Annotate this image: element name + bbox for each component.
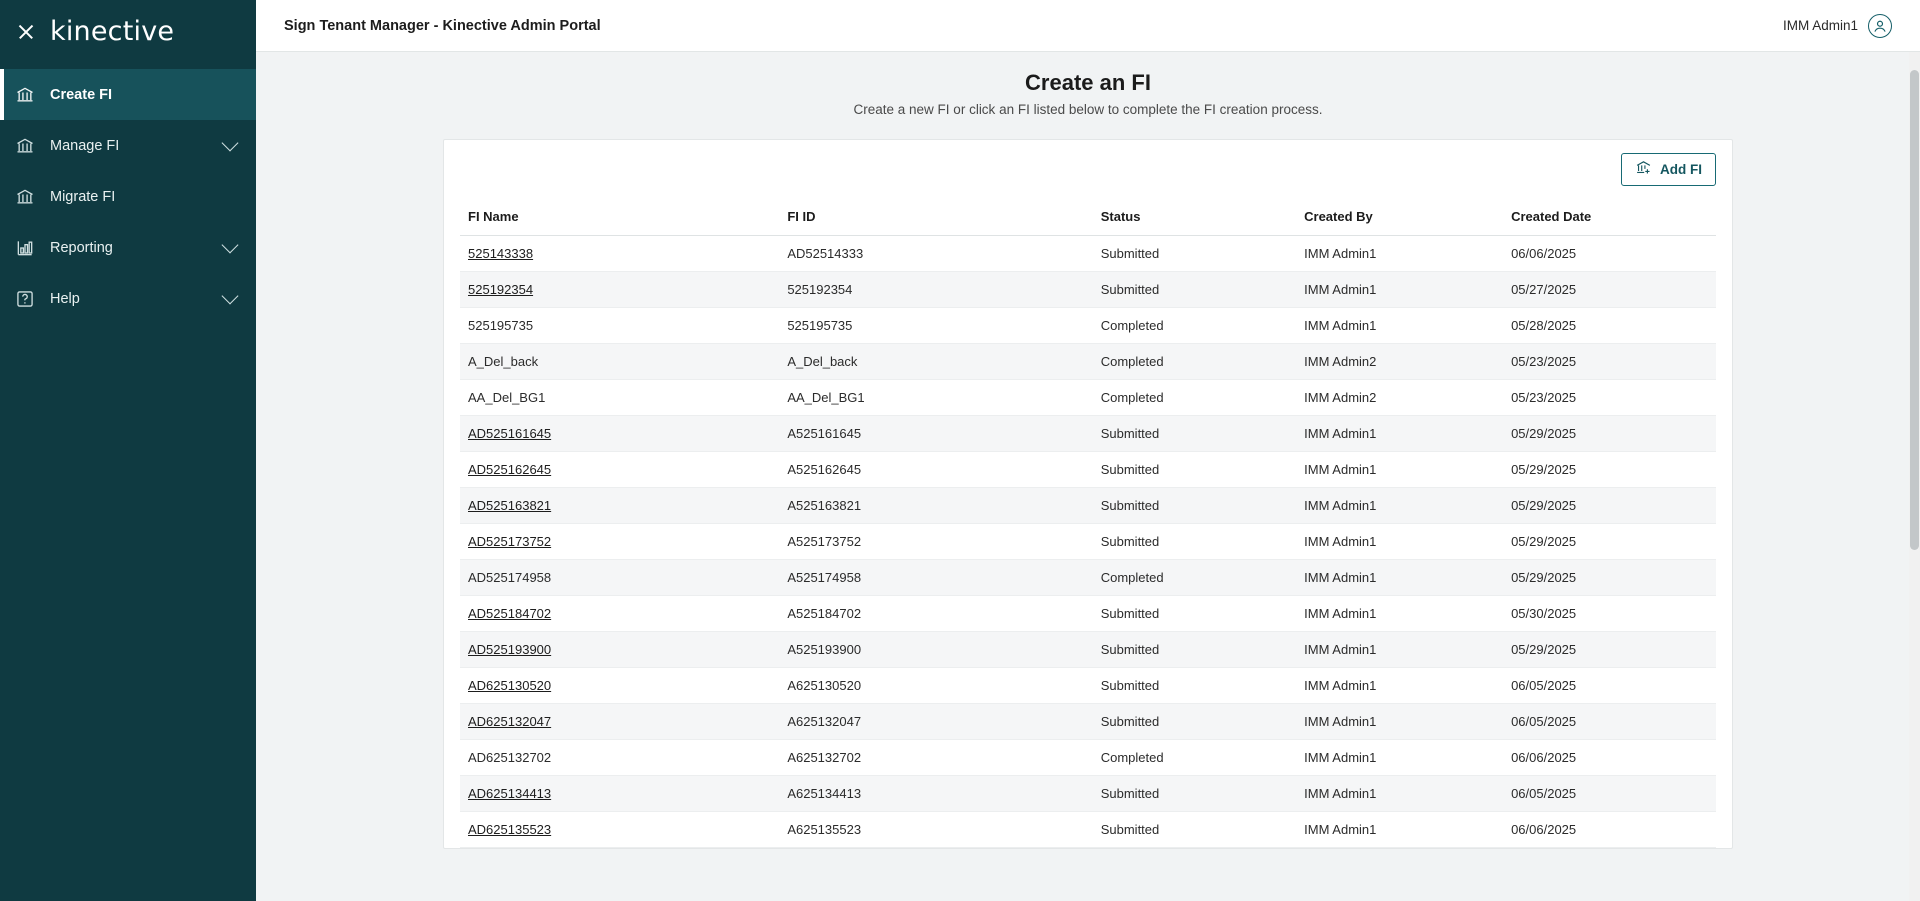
page-header-title: Sign Tenant Manager - Kinective Admin Portal bbox=[284, 17, 601, 34]
cell-fi-id: 525195735 bbox=[779, 308, 1092, 344]
cell-fi-id: 525192354 bbox=[779, 272, 1092, 308]
table-row bbox=[460, 344, 1716, 380]
cell-created-date: 05/29/2025 bbox=[1503, 632, 1716, 668]
fi-name-link[interactable]: AD525193900 bbox=[468, 642, 552, 657]
table-row bbox=[460, 308, 1716, 344]
table-header-row bbox=[460, 198, 1716, 236]
table-row bbox=[460, 668, 1716, 704]
cell-created-date: 06/06/2025 bbox=[1503, 740, 1716, 776]
table-row bbox=[460, 236, 1716, 272]
sidebar-nav bbox=[0, 69, 256, 324]
table-row bbox=[460, 812, 1716, 848]
sidebar-item-label: Migrate FI bbox=[50, 188, 116, 205]
cell-created-date: 05/28/2025 bbox=[1503, 308, 1716, 344]
cell-created-date: 05/29/2025 bbox=[1503, 416, 1716, 452]
chart-bar-icon bbox=[14, 237, 36, 259]
fi-table-body bbox=[460, 236, 1716, 848]
sidebar-item-label: Help bbox=[50, 290, 80, 307]
cell-status: Submitted bbox=[1093, 704, 1296, 740]
table-row bbox=[460, 560, 1716, 596]
page-title: Create an FI bbox=[1025, 70, 1151, 95]
fi-name-link[interactable]: 525192354 bbox=[468, 282, 534, 297]
cell-status: Completed bbox=[1093, 740, 1296, 776]
cell-created-date: 05/23/2025 bbox=[1503, 380, 1716, 416]
cell-fi-id: A625132702 bbox=[779, 740, 1092, 776]
sidebar-item-migrate-fi[interactable] bbox=[0, 171, 256, 222]
cell-created-by: IMM Admin2 bbox=[1296, 380, 1503, 416]
table-row bbox=[460, 488, 1716, 524]
cell-status: Submitted bbox=[1093, 524, 1296, 560]
table-row bbox=[460, 704, 1716, 740]
fi-name-link[interactable]: AD525173752 bbox=[468, 534, 552, 549]
cell-fi-id: A625130520 bbox=[779, 668, 1092, 704]
page-head bbox=[256, 70, 1920, 117]
cell-fi-name: AD525174958 bbox=[460, 560, 779, 596]
chevron-down-icon[interactable] bbox=[222, 237, 239, 254]
add-fi-label: Add FI bbox=[1660, 161, 1702, 177]
fi-name-link[interactable]: AD525163821 bbox=[468, 498, 552, 513]
cell-status: Submitted bbox=[1093, 596, 1296, 632]
table-row bbox=[460, 272, 1716, 308]
cell-created-by: IMM Admin1 bbox=[1296, 776, 1503, 812]
fi-name-link[interactable]: 525143338 bbox=[468, 246, 534, 261]
sidebar-item-label: Manage FI bbox=[50, 137, 120, 154]
cell-fi-name bbox=[460, 524, 779, 560]
cell-created-by: IMM Admin1 bbox=[1296, 632, 1503, 668]
cell-created-by: IMM Admin1 bbox=[1296, 452, 1503, 488]
cell-created-by: IMM Admin1 bbox=[1296, 308, 1503, 344]
table-row bbox=[460, 452, 1716, 488]
cell-status: Submitted bbox=[1093, 668, 1296, 704]
fi-name-link[interactable]: AD625134413 bbox=[468, 786, 552, 801]
cell-created-by: IMM Admin1 bbox=[1296, 596, 1503, 632]
page-subtitle: Create a new FI or click an FI listed below to complete the FI creation process. bbox=[853, 102, 1323, 117]
cell-status: Submitted bbox=[1093, 632, 1296, 668]
fi-name-link[interactable]: AD625132047 bbox=[468, 714, 552, 729]
cell-fi-id: A625135523 bbox=[779, 812, 1092, 848]
cell-created-by: IMM Admin1 bbox=[1296, 560, 1503, 596]
sidebar-item-create-fi[interactable] bbox=[0, 69, 256, 120]
cell-created-date: 05/23/2025 bbox=[1503, 344, 1716, 380]
cell-status: Submitted bbox=[1093, 812, 1296, 848]
cell-fi-name: AA_Del_BG1 bbox=[460, 380, 779, 416]
topbar-user-area bbox=[1783, 14, 1892, 38]
cell-created-by: IMM Admin2 bbox=[1296, 344, 1503, 380]
cell-fi-name bbox=[460, 272, 779, 308]
cell-created-by: IMM Admin1 bbox=[1296, 812, 1503, 848]
chevron-down-icon[interactable] bbox=[222, 135, 239, 152]
cell-created-by: IMM Admin1 bbox=[1296, 704, 1503, 740]
cell-status: Completed bbox=[1093, 380, 1296, 416]
table-row bbox=[460, 524, 1716, 560]
bank-plus-icon bbox=[1635, 159, 1652, 179]
sidebar-item-manage-fi[interactable] bbox=[0, 120, 256, 171]
cell-status: Submitted bbox=[1093, 416, 1296, 452]
column-header-fi-id[interactable]: FI ID bbox=[779, 198, 1092, 236]
cell-status: Submitted bbox=[1093, 776, 1296, 812]
fi-name-link[interactable]: AD625135523 bbox=[468, 822, 552, 837]
cell-fi-name bbox=[460, 812, 779, 848]
cell-fi-id: A525174958 bbox=[779, 560, 1092, 596]
cell-fi-id: A525184702 bbox=[779, 596, 1092, 632]
cell-created-by: IMM Admin1 bbox=[1296, 524, 1503, 560]
sidebar-item-help[interactable] bbox=[0, 273, 256, 324]
content-scrollbar[interactable] bbox=[1909, 52, 1920, 901]
brand-logo: kinective bbox=[50, 16, 175, 47]
fi-list-card bbox=[443, 139, 1733, 849]
table-row bbox=[460, 632, 1716, 668]
cell-fi-name bbox=[460, 596, 779, 632]
cell-created-date: 06/05/2025 bbox=[1503, 668, 1716, 704]
cell-fi-name: A_Del_back bbox=[460, 344, 779, 380]
close-icon[interactable] bbox=[16, 22, 36, 42]
fi-table-header bbox=[460, 198, 1716, 236]
cell-created-by: IMM Admin1 bbox=[1296, 236, 1503, 272]
cell-fi-id: A525162645 bbox=[779, 452, 1092, 488]
cell-status: Completed bbox=[1093, 308, 1296, 344]
bank-icon bbox=[14, 135, 36, 157]
cell-fi-name: 525195735 bbox=[460, 308, 779, 344]
cell-created-date: 06/05/2025 bbox=[1503, 776, 1716, 812]
user-circle-icon[interactable] bbox=[1868, 14, 1892, 38]
sidebar bbox=[0, 0, 256, 901]
scrollbar-thumb[interactable] bbox=[1910, 70, 1919, 550]
user-name: IMM Admin1 bbox=[1782, 18, 1858, 33]
cell-fi-id: A625132047 bbox=[779, 704, 1092, 740]
table-row bbox=[460, 776, 1716, 812]
column-header-created-date[interactable]: Created Date bbox=[1503, 198, 1716, 236]
cell-fi-name bbox=[460, 416, 779, 452]
cell-fi-name bbox=[460, 488, 779, 524]
cell-fi-id: A525163821 bbox=[779, 488, 1092, 524]
fi-name-link[interactable]: AD525184702 bbox=[468, 606, 552, 621]
fi-name-link[interactable]: AD625130520 bbox=[468, 678, 552, 693]
cell-fi-name bbox=[460, 452, 779, 488]
cell-created-date: 05/29/2025 bbox=[1503, 488, 1716, 524]
cell-created-date: 05/27/2025 bbox=[1503, 272, 1716, 308]
sidebar-item-label: Reporting bbox=[50, 239, 113, 256]
chevron-down-icon[interactable] bbox=[222, 288, 239, 305]
cell-created-date: 05/30/2025 bbox=[1503, 596, 1716, 632]
sidebar-item-label: Create FI bbox=[50, 86, 113, 103]
table-row bbox=[460, 596, 1716, 632]
cell-fi-id: A525161645 bbox=[779, 416, 1092, 452]
cell-created-by: IMM Admin1 bbox=[1296, 488, 1503, 524]
cell-created-date: 05/29/2025 bbox=[1503, 452, 1716, 488]
cell-created-by: IMM Admin1 bbox=[1296, 740, 1503, 776]
cell-status: Submitted bbox=[1093, 488, 1296, 524]
main-area bbox=[256, 0, 1920, 901]
cell-fi-id: A525193900 bbox=[779, 632, 1092, 668]
add-fi-button[interactable] bbox=[1621, 153, 1716, 186]
table-row bbox=[460, 416, 1716, 452]
cell-fi-id: A525173752 bbox=[779, 524, 1092, 560]
cell-fi-id: A625134413 bbox=[779, 776, 1092, 812]
cell-created-by: IMM Admin1 bbox=[1296, 416, 1503, 452]
column-header-fi-name[interactable]: FI Name bbox=[460, 198, 779, 236]
cell-status: Submitted bbox=[1093, 272, 1296, 308]
card-toolbar bbox=[444, 140, 1732, 198]
cell-fi-name bbox=[460, 668, 779, 704]
table-row bbox=[460, 380, 1716, 416]
cell-fi-name bbox=[460, 704, 779, 740]
cell-created-date: 06/06/2025 bbox=[1503, 812, 1716, 848]
cell-created-by: IMM Admin1 bbox=[1296, 272, 1503, 308]
content-area bbox=[256, 52, 1920, 901]
fi-name-link[interactable]: AD525161645 bbox=[468, 426, 552, 441]
fi-table bbox=[460, 198, 1716, 848]
cell-fi-name bbox=[460, 236, 779, 272]
cell-fi-id: A_Del_back bbox=[779, 344, 1092, 380]
cell-fi-name bbox=[460, 632, 779, 668]
fi-name-link[interactable]: AD525162645 bbox=[468, 462, 552, 477]
cell-status: Completed bbox=[1093, 560, 1296, 596]
help-circle-icon bbox=[14, 288, 36, 310]
cell-created-date: 06/05/2025 bbox=[1503, 704, 1716, 740]
cell-created-date: 05/29/2025 bbox=[1503, 524, 1716, 560]
cell-created-by: IMM Admin1 bbox=[1296, 668, 1503, 704]
cell-status: Completed bbox=[1093, 344, 1296, 380]
cell-fi-id: AD52514333 bbox=[779, 236, 1092, 272]
table-row bbox=[460, 740, 1716, 776]
cell-created-date: 05/29/2025 bbox=[1503, 560, 1716, 596]
cell-fi-name bbox=[460, 776, 779, 812]
cell-status: Submitted bbox=[1093, 452, 1296, 488]
cell-created-date: 06/06/2025 bbox=[1503, 236, 1716, 272]
sidebar-header bbox=[0, 0, 256, 63]
bank-icon bbox=[14, 186, 36, 208]
sidebar-item-reporting[interactable] bbox=[0, 222, 256, 273]
cell-status: Submitted bbox=[1093, 236, 1296, 272]
column-header-status[interactable]: Status bbox=[1093, 198, 1296, 236]
column-header-created-by[interactable]: Created By bbox=[1296, 198, 1503, 236]
cell-fi-name: AD625132702 bbox=[460, 740, 779, 776]
cell-fi-id: AA_Del_BG1 bbox=[779, 380, 1092, 416]
bank-icon bbox=[14, 84, 36, 106]
topbar bbox=[256, 0, 1920, 52]
